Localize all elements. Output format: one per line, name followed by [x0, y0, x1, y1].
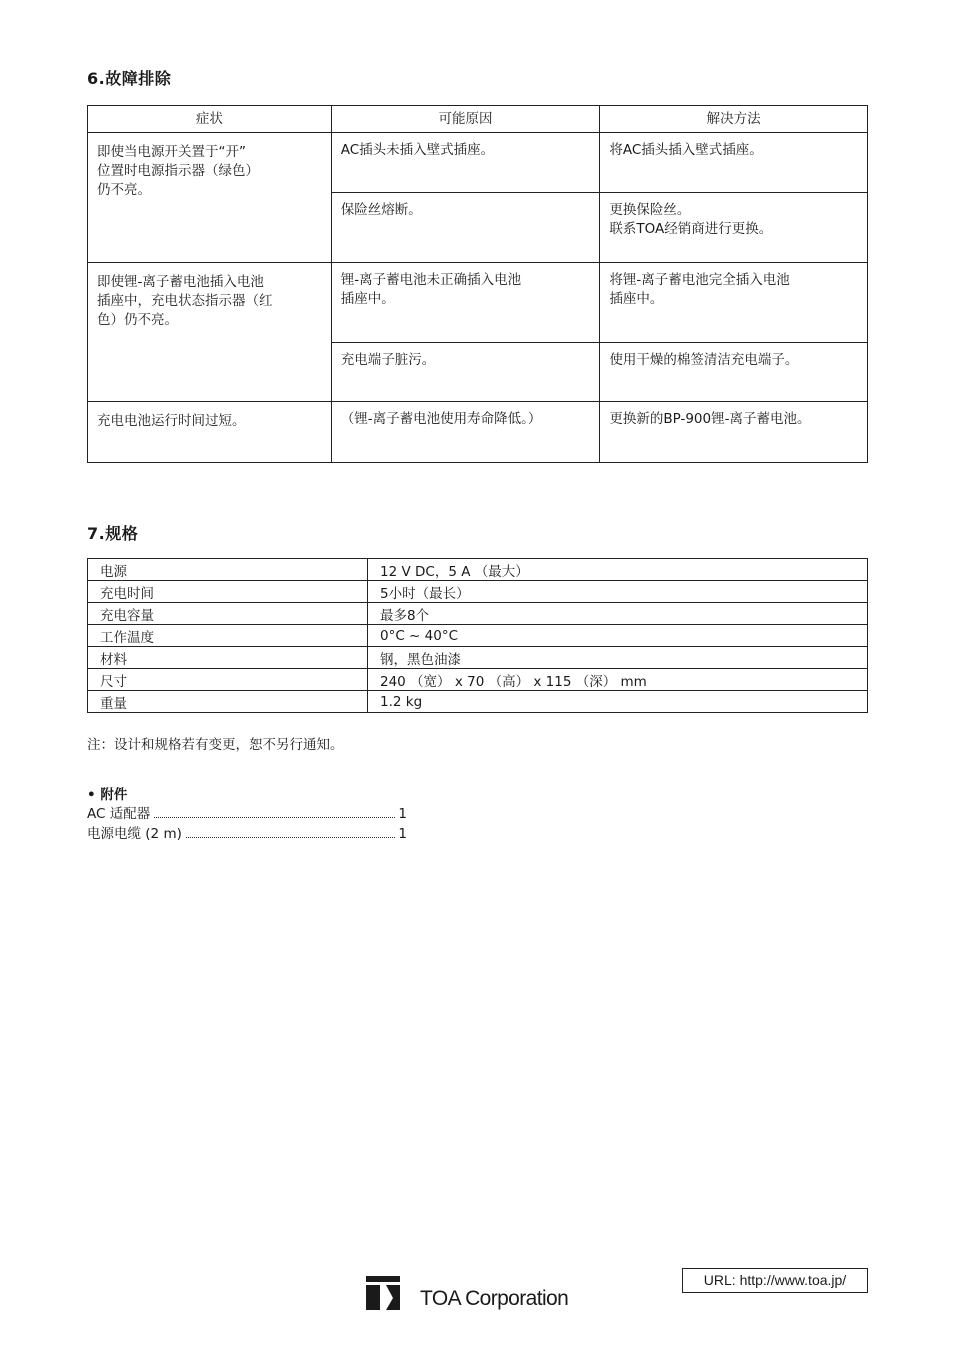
toa-logo-icon [366, 1276, 400, 1310]
table-header-row [88, 106, 868, 133]
symptom-cell: 即使当电源开关置于“开” 位置时电源指示器（绿色） 仍不亮。 [88, 133, 332, 263]
spec-key: 电源 [88, 559, 368, 581]
solution-cell: 将锂-离子蓄电池完全插入电池 插座中。 [600, 263, 868, 343]
table-row [88, 647, 868, 669]
spec-value: 钢，黑色油漆 [368, 647, 868, 669]
table-row [88, 625, 868, 647]
cause-cell: AC插头未插入壁式插座。 [331, 133, 600, 193]
accessory-quantity: 1 [398, 826, 407, 842]
spec-value: 0°C ~ 40°C [368, 625, 868, 647]
cause-cell: （锂-离子蓄电池使用寿命降低。） [331, 402, 600, 463]
list-item [87, 802, 407, 822]
url-box[interactable]: URL: http://www.toa.jp/ [682, 1268, 868, 1293]
table-row [88, 133, 868, 193]
cause-cell: 锂-离子蓄电池未正确插入电池 插座中。 [331, 263, 600, 343]
table-row [88, 581, 868, 603]
cause-cell: 保险丝熔断。 [331, 193, 600, 263]
table-row [88, 603, 868, 625]
symptom-cell: 即使锂-离子蓄电池插入电池 插座中，充电状态指示器（红 色）仍不亮。 [88, 263, 332, 402]
symptom-cell: 充电电池运行时间过短。 [88, 402, 332, 463]
spec-value: 1.2 kg [368, 691, 868, 713]
spec-key: 材料 [88, 647, 368, 669]
accessory-label: 电源电缆 (2 m) [87, 826, 182, 842]
table-row [88, 263, 868, 343]
column-header-symptom: 症状 [88, 106, 332, 133]
spec-value: 最多8个 [368, 603, 868, 625]
accessory-label: AC 适配器 [87, 806, 151, 822]
dot-leader [186, 836, 396, 838]
specifications-table [87, 558, 868, 713]
spec-key: 重量 [88, 691, 368, 713]
spec-key: 充电容量 [88, 603, 368, 625]
column-header-solution: 解决方法 [600, 106, 868, 133]
table-row [88, 669, 868, 691]
accessory-quantity: 1 [398, 806, 407, 822]
section-heading-troubleshooting: 6.故障排除 [87, 69, 172, 88]
spec-key: 充电时间 [88, 581, 368, 603]
troubleshooting-table [87, 105, 868, 463]
table-row [88, 402, 868, 463]
spec-value: 12 V DC，5 A （最大） [368, 559, 868, 581]
solution-cell: 使用干燥的棉签清洁充电端子。 [600, 343, 868, 402]
spec-value: 5小时（最长） [368, 581, 868, 603]
solution-cell: 更换新的BP-900锂-离子蓄电池。 [600, 402, 868, 463]
spec-key: 工作温度 [88, 625, 368, 647]
cause-cell: 充电端子脏污。 [331, 343, 600, 402]
accessories-title: • 附件 [87, 787, 128, 803]
table-row [88, 691, 868, 713]
solution-cell: 更换保险丝。 联系TOA经销商进行更换。 [600, 193, 868, 263]
spec-value: 240 （宽） x 70 （高） x 115 （深） mm [368, 669, 868, 691]
spec-change-note: 注：设计和规格若有变更，恕不另行通知。 [87, 737, 344, 753]
solution-cell: 将AC插头插入壁式插座。 [600, 133, 868, 193]
dot-leader [154, 816, 395, 818]
list-item [87, 822, 407, 842]
column-header-cause: 可能原因 [331, 106, 600, 133]
section-heading-specifications: 7.规格 [87, 524, 139, 543]
table-row [88, 559, 868, 581]
spec-key: 尺寸 [88, 669, 368, 691]
brand-name: TOA Corporation [420, 1287, 569, 1310]
